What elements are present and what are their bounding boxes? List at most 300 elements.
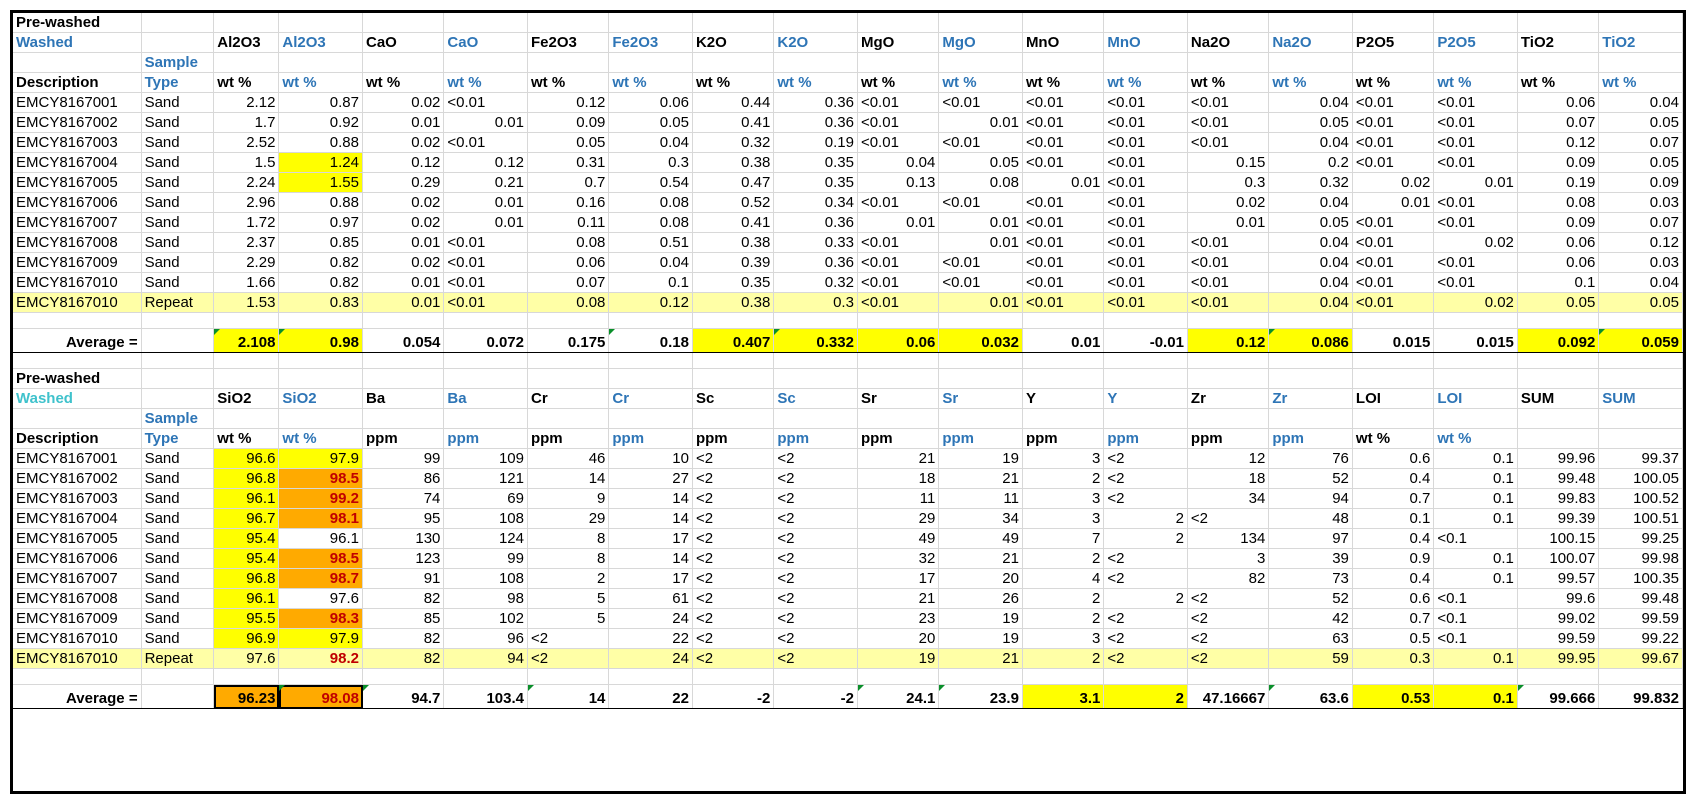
value-cell[interactable]: 24 bbox=[609, 609, 693, 629]
value-cell[interactable]: 11 bbox=[857, 489, 938, 509]
column-header[interactable]: Y bbox=[1022, 389, 1103, 409]
empty-cell[interactable] bbox=[1187, 353, 1268, 369]
average-value[interactable]: 0.332 bbox=[774, 329, 858, 353]
empty-cell[interactable] bbox=[774, 369, 858, 389]
value-cell[interactable]: 21 bbox=[939, 469, 1023, 489]
value-cell[interactable]: 97.6 bbox=[214, 649, 279, 669]
empty-cell[interactable] bbox=[1517, 409, 1598, 429]
empty-cell[interactable] bbox=[692, 369, 773, 389]
value-cell[interactable]: <0.01 bbox=[1434, 253, 1518, 273]
sample-id[interactable]: EMCY8167001 bbox=[13, 93, 141, 113]
sample-type-header[interactable]: Type bbox=[141, 429, 214, 449]
value-cell[interactable]: <0.01 bbox=[939, 193, 1023, 213]
average-value[interactable]: 94.7 bbox=[363, 685, 444, 709]
empty-cell[interactable] bbox=[774, 353, 858, 369]
sample-type[interactable]: Sand bbox=[141, 509, 214, 529]
value-cell[interactable]: 0.7 bbox=[1352, 609, 1433, 629]
sample-type[interactable]: Repeat bbox=[141, 649, 214, 669]
value-cell[interactable]: <0.1 bbox=[1434, 609, 1518, 629]
value-cell[interactable]: 27 bbox=[609, 469, 693, 489]
value-cell[interactable]: 0.02 bbox=[363, 193, 444, 213]
value-cell[interactable]: <0.01 bbox=[1104, 113, 1188, 133]
value-cell[interactable]: 0.12 bbox=[527, 93, 608, 113]
empty-cell[interactable] bbox=[13, 353, 141, 369]
empty-cell[interactable] bbox=[527, 353, 608, 369]
average-value[interactable]: 47.16667 bbox=[1187, 685, 1268, 709]
value-cell[interactable]: 99.22 bbox=[1599, 629, 1683, 649]
value-cell[interactable]: 1.24 bbox=[279, 153, 363, 173]
value-cell[interactable]: 3 bbox=[1187, 549, 1268, 569]
empty-cell[interactable] bbox=[1022, 669, 1103, 685]
value-cell[interactable]: 2.96 bbox=[214, 193, 279, 213]
value-cell[interactable]: 49 bbox=[857, 529, 938, 549]
empty-cell[interactable] bbox=[857, 53, 938, 73]
empty-cell[interactable] bbox=[1104, 353, 1188, 369]
unit-header[interactable]: ppm bbox=[692, 429, 773, 449]
value-cell[interactable]: 0.04 bbox=[1269, 293, 1353, 313]
value-cell[interactable]: 3 bbox=[1022, 489, 1103, 509]
value-cell[interactable]: 0.34 bbox=[774, 193, 858, 213]
value-cell[interactable]: <2 bbox=[1187, 589, 1268, 609]
value-cell[interactable]: <2 bbox=[692, 509, 773, 529]
value-cell[interactable]: 23 bbox=[857, 609, 938, 629]
value-cell[interactable]: 3 bbox=[1022, 629, 1103, 649]
value-cell[interactable]: 0.88 bbox=[279, 133, 363, 153]
empty-cell[interactable] bbox=[214, 313, 279, 329]
value-cell[interactable]: 22 bbox=[609, 629, 693, 649]
value-cell[interactable]: 0.87 bbox=[279, 93, 363, 113]
unit-header[interactable]: wt % bbox=[214, 429, 279, 449]
value-cell[interactable]: 2.24 bbox=[214, 173, 279, 193]
value-cell[interactable]: <2 bbox=[527, 649, 608, 669]
value-cell[interactable]: <2 bbox=[692, 629, 773, 649]
value-cell[interactable]: 0.54 bbox=[609, 173, 693, 193]
value-cell[interactable]: <0.01 bbox=[1187, 273, 1268, 293]
value-cell[interactable]: 0.01 bbox=[1187, 213, 1268, 233]
empty-cell[interactable] bbox=[363, 53, 444, 73]
value-cell[interactable]: 52 bbox=[1269, 589, 1353, 609]
value-cell[interactable]: 99.59 bbox=[1517, 629, 1598, 649]
column-header[interactable]: TiO2 bbox=[1517, 33, 1598, 53]
sample-type[interactable]: Sand bbox=[141, 93, 214, 113]
value-cell[interactable]: <0.01 bbox=[1187, 113, 1268, 133]
value-cell[interactable]: <2 bbox=[1104, 469, 1188, 489]
value-cell[interactable]: 0.05 bbox=[1599, 153, 1683, 173]
empty-cell[interactable] bbox=[774, 53, 858, 73]
average-value[interactable]: 0.086 bbox=[1269, 329, 1353, 353]
sample-type[interactable]: Sand bbox=[141, 569, 214, 589]
value-cell[interactable]: 95.5 bbox=[214, 609, 279, 629]
value-cell[interactable]: 85 bbox=[363, 609, 444, 629]
value-cell[interactable]: <0.01 bbox=[857, 113, 938, 133]
value-cell[interactable]: 0.04 bbox=[1269, 233, 1353, 253]
sample-type[interactable]: Sand bbox=[141, 113, 214, 133]
unit-header[interactable]: ppm bbox=[857, 429, 938, 449]
value-cell[interactable]: 2 bbox=[1104, 509, 1188, 529]
value-cell[interactable]: 0.01 bbox=[939, 293, 1023, 313]
column-header[interactable]: Cr bbox=[609, 389, 693, 409]
value-cell[interactable]: <2 bbox=[692, 469, 773, 489]
value-cell[interactable]: 3 bbox=[1022, 449, 1103, 469]
value-cell[interactable]: <0.01 bbox=[1187, 293, 1268, 313]
value-cell[interactable]: 0.97 bbox=[279, 213, 363, 233]
value-cell[interactable]: 3 bbox=[1022, 509, 1103, 529]
empty-cell[interactable] bbox=[1352, 53, 1433, 73]
empty-cell[interactable] bbox=[1022, 369, 1103, 389]
value-cell[interactable]: 96.1 bbox=[214, 589, 279, 609]
value-cell[interactable]: <0.01 bbox=[1352, 133, 1433, 153]
empty-cell[interactable] bbox=[939, 409, 1023, 429]
value-cell[interactable]: 0.35 bbox=[774, 153, 858, 173]
sample-type[interactable]: Sand bbox=[141, 609, 214, 629]
value-cell[interactable]: 0.04 bbox=[609, 253, 693, 273]
empty-cell[interactable] bbox=[1434, 369, 1518, 389]
sample-id[interactable]: EMCY8167010 bbox=[13, 293, 141, 313]
unit-header[interactable]: ppm bbox=[527, 429, 608, 449]
empty-cell[interactable] bbox=[13, 669, 141, 685]
value-cell[interactable]: 0.08 bbox=[527, 233, 608, 253]
value-cell[interactable]: 0.05 bbox=[1517, 293, 1598, 313]
average-value[interactable]: 3.1 bbox=[1022, 685, 1103, 709]
value-cell[interactable]: 94 bbox=[1269, 489, 1353, 509]
column-header[interactable]: K2O bbox=[692, 33, 773, 53]
empty-cell[interactable] bbox=[1269, 369, 1353, 389]
value-cell[interactable]: 1.7 bbox=[214, 113, 279, 133]
value-cell[interactable]: 0.82 bbox=[279, 253, 363, 273]
empty-cell[interactable] bbox=[363, 409, 444, 429]
column-header[interactable]: K2O bbox=[774, 33, 858, 53]
value-cell[interactable]: 0.92 bbox=[279, 113, 363, 133]
empty-cell[interactable] bbox=[279, 669, 363, 685]
empty-cell[interactable] bbox=[1022, 53, 1103, 73]
column-header[interactable]: SiO2 bbox=[279, 389, 363, 409]
sample-id[interactable]: EMCY8167001 bbox=[13, 449, 141, 469]
value-cell[interactable]: <0.01 bbox=[1352, 273, 1433, 293]
value-cell[interactable]: 0.01 bbox=[939, 233, 1023, 253]
value-cell[interactable]: 19 bbox=[939, 609, 1023, 629]
value-cell[interactable]: 0.39 bbox=[692, 253, 773, 273]
value-cell[interactable]: 99.98 bbox=[1599, 549, 1683, 569]
average-value[interactable]: 2 bbox=[1104, 685, 1188, 709]
unit-header[interactable]: ppm bbox=[939, 429, 1023, 449]
value-cell[interactable]: <0.01 bbox=[1022, 273, 1103, 293]
value-cell[interactable]: 130 bbox=[363, 529, 444, 549]
value-cell[interactable]: 76 bbox=[1269, 449, 1353, 469]
unit-header[interactable] bbox=[1599, 429, 1683, 449]
value-cell[interactable]: 59 bbox=[1269, 649, 1353, 669]
value-cell[interactable]: <2 bbox=[1104, 569, 1188, 589]
empty-cell[interactable] bbox=[279, 369, 363, 389]
value-cell[interactable]: 0.4 bbox=[1352, 569, 1433, 589]
empty-cell[interactable] bbox=[363, 369, 444, 389]
unit-header[interactable]: wt % bbox=[444, 73, 528, 93]
value-cell[interactable]: 52 bbox=[1269, 469, 1353, 489]
value-cell[interactable]: 0.01 bbox=[363, 273, 444, 293]
value-cell[interactable]: <0.01 bbox=[1104, 273, 1188, 293]
value-cell[interactable]: <0.01 bbox=[1434, 113, 1518, 133]
value-cell[interactable]: 21 bbox=[857, 589, 938, 609]
value-cell[interactable]: 14 bbox=[609, 549, 693, 569]
unit-header[interactable]: wt % bbox=[1104, 73, 1188, 93]
value-cell[interactable]: <0.01 bbox=[1104, 153, 1188, 173]
sample-id[interactable]: EMCY8167007 bbox=[13, 569, 141, 589]
sample-id[interactable]: EMCY8167005 bbox=[13, 529, 141, 549]
value-cell[interactable]: <2 bbox=[774, 609, 858, 629]
average-value[interactable]: 0.175 bbox=[527, 329, 608, 353]
value-cell[interactable]: 0.04 bbox=[1599, 273, 1683, 293]
value-cell[interactable]: 46 bbox=[527, 449, 608, 469]
value-cell[interactable]: 0.36 bbox=[774, 113, 858, 133]
empty-cell[interactable] bbox=[692, 53, 773, 73]
value-cell[interactable]: <0.01 bbox=[857, 193, 938, 213]
value-cell[interactable]: 18 bbox=[1187, 469, 1268, 489]
column-header[interactable]: Na2O bbox=[1269, 33, 1353, 53]
sample-id[interactable]: EMCY8167008 bbox=[13, 589, 141, 609]
value-cell[interactable]: <0.01 bbox=[857, 253, 938, 273]
empty-cell[interactable] bbox=[939, 53, 1023, 73]
sample-id[interactable]: EMCY8167005 bbox=[13, 173, 141, 193]
unit-header[interactable]: ppm bbox=[1104, 429, 1188, 449]
value-cell[interactable]: <0.01 bbox=[444, 133, 528, 153]
average-value[interactable]: -2 bbox=[692, 685, 773, 709]
value-cell[interactable]: 99.67 bbox=[1599, 649, 1683, 669]
empty-cell[interactable] bbox=[1517, 13, 1598, 33]
value-cell[interactable]: 96.9 bbox=[214, 629, 279, 649]
value-cell[interactable]: 0.5 bbox=[1352, 629, 1433, 649]
value-cell[interactable]: 0.7 bbox=[527, 173, 608, 193]
empty-cell[interactable] bbox=[214, 409, 279, 429]
column-header[interactable]: MnO bbox=[1104, 33, 1188, 53]
empty-cell[interactable] bbox=[1104, 13, 1188, 33]
value-cell[interactable]: 0.01 bbox=[939, 113, 1023, 133]
value-cell[interactable]: 98.5 bbox=[279, 549, 363, 569]
value-cell[interactable]: 0.08 bbox=[609, 213, 693, 233]
value-cell[interactable]: 0.35 bbox=[774, 173, 858, 193]
unit-header[interactable]: wt % bbox=[214, 73, 279, 93]
sample-type[interactable]: Sand bbox=[141, 449, 214, 469]
empty-cell[interactable] bbox=[1517, 53, 1598, 73]
empty-cell[interactable] bbox=[692, 313, 773, 329]
empty-cell[interactable] bbox=[141, 685, 214, 709]
value-cell[interactable]: 0.07 bbox=[1599, 133, 1683, 153]
value-cell[interactable]: 96.8 bbox=[214, 469, 279, 489]
column-header[interactable]: CaO bbox=[363, 33, 444, 53]
value-cell[interactable]: <0.01 bbox=[1434, 93, 1518, 113]
value-cell[interactable]: 102 bbox=[444, 609, 528, 629]
column-header[interactable]: Sr bbox=[857, 389, 938, 409]
value-cell[interactable]: <0.01 bbox=[857, 233, 938, 253]
sample-id[interactable]: EMCY8167004 bbox=[13, 509, 141, 529]
value-cell[interactable]: 0.01 bbox=[444, 113, 528, 133]
value-cell[interactable]: 29 bbox=[527, 509, 608, 529]
empty-cell[interactable] bbox=[1434, 53, 1518, 73]
empty-cell[interactable] bbox=[527, 409, 608, 429]
value-cell[interactable]: 17 bbox=[609, 569, 693, 589]
average-value[interactable]: 0.98 bbox=[279, 329, 363, 353]
value-cell[interactable]: 0.04 bbox=[1269, 93, 1353, 113]
value-cell[interactable]: 99.48 bbox=[1599, 589, 1683, 609]
value-cell[interactable]: <2 bbox=[692, 489, 773, 509]
column-header[interactable]: P2O5 bbox=[1434, 33, 1518, 53]
value-cell[interactable]: 0.05 bbox=[1269, 213, 1353, 233]
empty-cell[interactable] bbox=[1187, 369, 1268, 389]
value-cell[interactable]: 95.4 bbox=[214, 529, 279, 549]
value-cell[interactable]: 82 bbox=[363, 649, 444, 669]
empty-cell[interactable] bbox=[609, 369, 693, 389]
column-header[interactable]: MgO bbox=[857, 33, 938, 53]
empty-cell[interactable] bbox=[1269, 353, 1353, 369]
unit-header[interactable]: wt % bbox=[1269, 73, 1353, 93]
sample-id[interactable]: EMCY8167008 bbox=[13, 233, 141, 253]
value-cell[interactable]: <2 bbox=[1104, 489, 1188, 509]
empty-cell[interactable] bbox=[444, 53, 528, 73]
value-cell[interactable]: 96 bbox=[444, 629, 528, 649]
value-cell[interactable]: 2 bbox=[527, 569, 608, 589]
empty-cell[interactable] bbox=[1599, 369, 1683, 389]
value-cell[interactable]: 95.4 bbox=[214, 549, 279, 569]
sample-id[interactable]: EMCY8167010 bbox=[13, 273, 141, 293]
value-cell[interactable]: 0.05 bbox=[1269, 113, 1353, 133]
value-cell[interactable]: 99.37 bbox=[1599, 449, 1683, 469]
average-value[interactable]: 0.01 bbox=[1022, 329, 1103, 353]
column-header[interactable]: Sr bbox=[939, 389, 1023, 409]
empty-cell[interactable] bbox=[363, 669, 444, 685]
value-cell[interactable]: <0.01 bbox=[1104, 133, 1188, 153]
value-cell[interactable]: 42 bbox=[1269, 609, 1353, 629]
empty-cell[interactable] bbox=[1269, 313, 1353, 329]
value-cell[interactable]: 0.12 bbox=[363, 153, 444, 173]
average-value[interactable]: 0.059 bbox=[1599, 329, 1683, 353]
value-cell[interactable]: 34 bbox=[1187, 489, 1268, 509]
value-cell[interactable]: <0.01 bbox=[1352, 113, 1433, 133]
column-header[interactable]: Zr bbox=[1187, 389, 1268, 409]
value-cell[interactable]: 0.06 bbox=[609, 93, 693, 113]
value-cell[interactable]: 0.1 bbox=[1434, 649, 1518, 669]
empty-cell[interactable] bbox=[141, 369, 214, 389]
column-header[interactable]: LOI bbox=[1352, 389, 1433, 409]
value-cell[interactable]: <2 bbox=[692, 609, 773, 629]
value-cell[interactable]: 21 bbox=[939, 649, 1023, 669]
empty-cell[interactable] bbox=[444, 353, 528, 369]
sample-type[interactable]: Sand bbox=[141, 589, 214, 609]
value-cell[interactable]: <0.01 bbox=[444, 293, 528, 313]
empty-cell[interactable] bbox=[1269, 409, 1353, 429]
empty-cell[interactable] bbox=[1434, 313, 1518, 329]
value-cell[interactable]: <2 bbox=[774, 529, 858, 549]
empty-cell[interactable] bbox=[939, 669, 1023, 685]
average-label[interactable]: Average = bbox=[13, 329, 141, 353]
value-cell[interactable]: 0.41 bbox=[692, 213, 773, 233]
value-cell[interactable]: 98.7 bbox=[279, 569, 363, 589]
unit-header[interactable]: ppm bbox=[1187, 429, 1268, 449]
empty-cell[interactable] bbox=[141, 329, 214, 353]
value-cell[interactable]: 0.01 bbox=[1434, 173, 1518, 193]
value-cell[interactable]: <2 bbox=[692, 569, 773, 589]
value-cell[interactable]: <0.01 bbox=[1104, 193, 1188, 213]
value-cell[interactable]: 94 bbox=[444, 649, 528, 669]
empty-cell[interactable] bbox=[609, 353, 693, 369]
empty-cell[interactable] bbox=[692, 13, 773, 33]
value-cell[interactable]: 99.2 bbox=[279, 489, 363, 509]
empty-cell[interactable] bbox=[774, 13, 858, 33]
value-cell[interactable]: 14 bbox=[609, 509, 693, 529]
value-cell[interactable]: 48 bbox=[1269, 509, 1353, 529]
value-cell[interactable]: 0.2 bbox=[1269, 153, 1353, 173]
value-cell[interactable]: <0.01 bbox=[1022, 213, 1103, 233]
value-cell[interactable]: 0.38 bbox=[692, 293, 773, 313]
empty-cell[interactable] bbox=[1352, 13, 1433, 33]
unit-header[interactable]: wt % bbox=[1434, 429, 1518, 449]
value-cell[interactable]: <0.01 bbox=[1434, 133, 1518, 153]
value-cell[interactable]: <0.01 bbox=[857, 293, 938, 313]
empty-cell[interactable] bbox=[1187, 13, 1268, 33]
value-cell[interactable]: 99.95 bbox=[1517, 649, 1598, 669]
value-cell[interactable]: <2 bbox=[1187, 509, 1268, 529]
column-header[interactable]: Ba bbox=[444, 389, 528, 409]
value-cell[interactable]: <0.01 bbox=[1434, 193, 1518, 213]
empty-cell[interactable] bbox=[214, 353, 279, 369]
empty-cell[interactable] bbox=[1434, 669, 1518, 685]
value-cell[interactable]: 32 bbox=[857, 549, 938, 569]
value-cell[interactable]: <2 bbox=[774, 589, 858, 609]
empty-cell[interactable] bbox=[1269, 13, 1353, 33]
unit-header[interactable]: wt % bbox=[1517, 73, 1598, 93]
section-subtitle[interactable]: Washed bbox=[13, 33, 141, 53]
empty-cell[interactable] bbox=[939, 313, 1023, 329]
column-header[interactable]: CaO bbox=[444, 33, 528, 53]
value-cell[interactable]: <2 bbox=[774, 449, 858, 469]
sample-id[interactable]: EMCY8167003 bbox=[13, 489, 141, 509]
value-cell[interactable]: 0.4 bbox=[1352, 529, 1433, 549]
value-cell[interactable]: 0.05 bbox=[609, 113, 693, 133]
sample-id[interactable]: EMCY8167003 bbox=[13, 133, 141, 153]
value-cell[interactable]: <0.01 bbox=[1187, 233, 1268, 253]
empty-cell[interactable] bbox=[1187, 313, 1268, 329]
value-cell[interactable]: 0.02 bbox=[1434, 233, 1518, 253]
value-cell[interactable]: <2 bbox=[774, 629, 858, 649]
value-cell[interactable]: <0.01 bbox=[1104, 233, 1188, 253]
empty-cell[interactable] bbox=[444, 369, 528, 389]
column-header[interactable]: SUM bbox=[1517, 389, 1598, 409]
column-header[interactable]: Sc bbox=[692, 389, 773, 409]
value-cell[interactable]: 96.8 bbox=[214, 569, 279, 589]
value-cell[interactable]: 34 bbox=[939, 509, 1023, 529]
average-value[interactable]: 23.9 bbox=[939, 685, 1023, 709]
empty-cell[interactable] bbox=[857, 353, 938, 369]
column-header[interactable]: Fe2O3 bbox=[527, 33, 608, 53]
empty-cell[interactable] bbox=[1517, 313, 1598, 329]
value-cell[interactable]: 0.1 bbox=[1352, 509, 1433, 529]
value-cell[interactable]: 1.66 bbox=[214, 273, 279, 293]
value-cell[interactable]: 1.5 bbox=[214, 153, 279, 173]
value-cell[interactable]: 0.1 bbox=[1434, 569, 1518, 589]
value-cell[interactable]: <0.1 bbox=[1434, 629, 1518, 649]
value-cell[interactable]: 0.01 bbox=[444, 213, 528, 233]
section-title[interactable]: Pre-washed bbox=[13, 13, 141, 33]
empty-cell[interactable] bbox=[1269, 669, 1353, 685]
value-cell[interactable]: 100.52 bbox=[1599, 489, 1683, 509]
value-cell[interactable]: 99.96 bbox=[1517, 449, 1598, 469]
value-cell[interactable]: 0.07 bbox=[527, 273, 608, 293]
value-cell[interactable]: 0.47 bbox=[692, 173, 773, 193]
value-cell[interactable]: 82 bbox=[1187, 569, 1268, 589]
empty-cell[interactable] bbox=[279, 53, 363, 73]
value-cell[interactable]: 9 bbox=[527, 489, 608, 509]
value-cell[interactable]: 0.06 bbox=[1517, 253, 1598, 273]
value-cell[interactable]: 0.07 bbox=[1517, 113, 1598, 133]
value-cell[interactable]: 2 bbox=[1022, 549, 1103, 569]
value-cell[interactable]: 39 bbox=[1269, 549, 1353, 569]
